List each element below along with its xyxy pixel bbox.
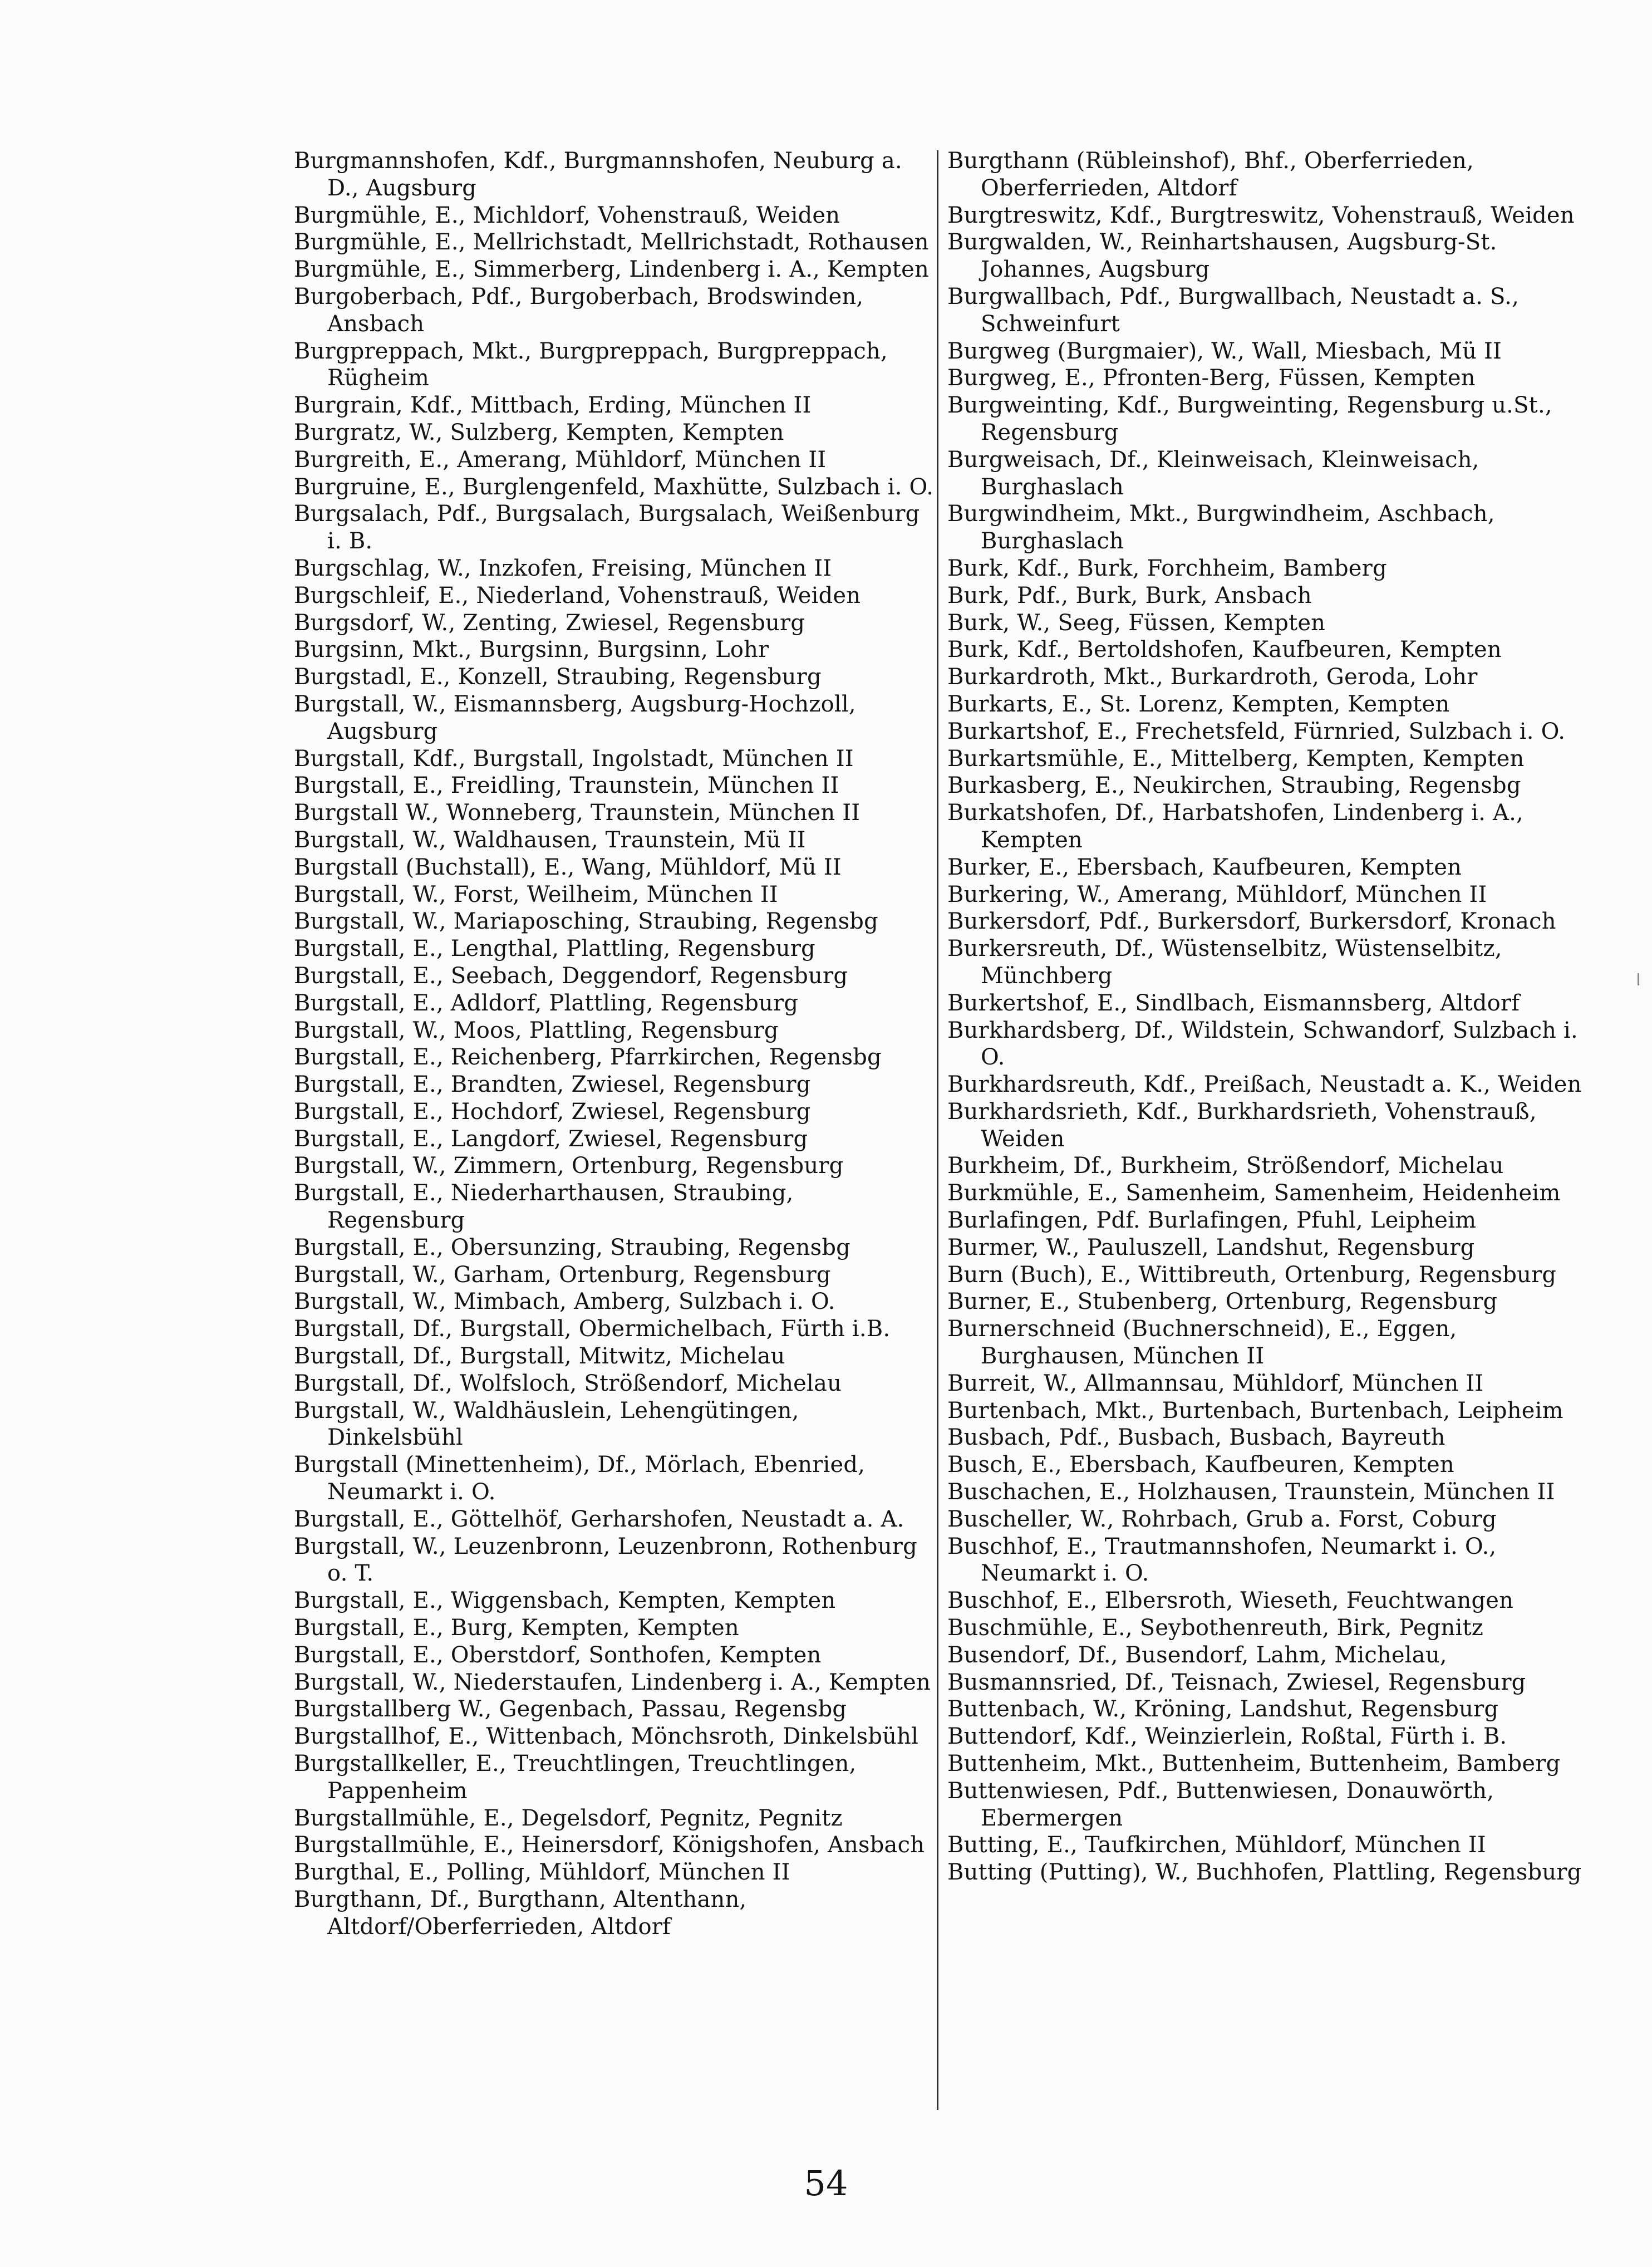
gazetteer-entry: Burgstall, E., Burg, Kempten, Kempten (294, 1615, 739, 1641)
gazetteer-entry: Burkhardsberg, Df., Wildstein, Schwandorf, Sulzbach i. O. (947, 1017, 1578, 1071)
gazetteer-entry: Burgsdorf, W., Zenting, Zwiesel, Regensburg (294, 610, 805, 636)
gazetteer-entry: Burgstall, W., Eismannsberg, Augsburg-Hochzoll, Augsburg (294, 691, 856, 744)
gazetteer-entry: Burkasberg, E., Neukirchen, Straubing, Regensbg (947, 773, 1521, 799)
gazetteer-entry: Burgsalach, Pdf., Burgsalach, Burgsalach, Weißenburg i. B. (294, 501, 920, 555)
gazetteer-entry: Burgstallkeller, E., Treuchtlingen, Treuchtlingen, Pappenheim (294, 1751, 857, 1804)
gazetteer-entry: Burk, W., Seeg, Füssen, Kempten (947, 610, 1326, 636)
gazetteer-entry: Burgwindheim, Mkt., Burgwindheim, Aschbach, Burghaslach (947, 501, 1495, 555)
gazetteer-entry: Burkersdorf, Pdf., Burkersdorf, Burkersdorf, Kronach (947, 909, 1556, 935)
gazetteer-entry: Burgstall, E., Obersunzing, Straubing, Regensbg (294, 1234, 850, 1260)
gazetteer-entry: Buttendorf, Kdf., Weinzierlein, Roßtal, Fürth i. B. (947, 1724, 1507, 1750)
gazetteer-entry: Burkertshof, E., Sindlbach, Eismannsberg, Altdorf (947, 990, 1520, 1016)
gazetteer-entry: Burkhardsrieth, Kdf., Burkhardsrieth, Vohenstrauß, Weiden (947, 1098, 1537, 1152)
gazetteer-entry: Burgmühle, E., Michldorf, Vohenstrauß, Weiden (294, 202, 840, 228)
gazetteer-entry: Burgstallmühle, E., Degelsdorf, Pegnitz, Pegnitz (294, 1805, 843, 1831)
column-divider (937, 150, 938, 2110)
gazetteer-entry: Burk, Kdf., Burk, Forchheim, Bamberg (947, 555, 1387, 581)
gazetteer-entry: Burmer, W., Pauluszell, Landshut, Regensburg (947, 1234, 1475, 1260)
gazetteer-entry: Burgoberbach, Pdf., Burgoberbach, Brodswinden, Ansbach (294, 283, 864, 337)
gazetteer-entry: Burkhardsreuth, Kdf., Preißach, Neustadt a. K., Weiden (947, 1072, 1582, 1098)
gazetteer-entry: Burgstallhof, E., Wittenbach, Mönchsroth, Dinkelsbühl (294, 1724, 919, 1750)
gazetteer-entry: Burgstall, W., Forst, Weilheim, München II (294, 881, 778, 907)
gazetteer-entry: Burgstall (Buchstall), E., Wang, Mühldorf, Mü II (294, 854, 842, 880)
gazetteer-entry: Burgstall, E., Langdorf, Zwiesel, Regensburg (294, 1126, 808, 1152)
gazetteer-entry: Burgsinn, Mkt., Burgsinn, Burgsinn, Lohr (294, 637, 769, 663)
gazetteer-entry: Burgstallmühle, E., Heinersdorf, Königshofen, Ansbach (294, 1832, 925, 1858)
gazetteer-entry: Busmannsried, Df., Teisnach, Zwiesel, Regensburg (947, 1669, 1526, 1695)
gazetteer-entry: Burgstall, W., Mariaposching, Straubing, Regensbg (294, 909, 878, 935)
gazetteer-entry: Burgthann (Rübleinshof), Bhf., Oberferrieden, Oberferrieden, Altdorf (947, 148, 1474, 201)
gazetteer-entry: Burlafingen, Pdf. Burlafingen, Pfuhl, Leipheim (947, 1208, 1477, 1234)
gazetteer-entry: Burgstall, E., Lengthal, Plattling, Regensburg (294, 936, 815, 962)
gazetteer-entry: Burgstall, Df., Burgstall, Mitwitz, Michelau (294, 1343, 785, 1370)
gazetteer-entry: Burgschleif, E., Niederland, Vohenstrauß, Weiden (294, 582, 861, 609)
gazetteer-entry: Burgweg (Burgmaier), W., Wall, Miesbach, Mü II (947, 338, 1502, 364)
gazetteer-entry: Buschhof, E., Elbersroth, Wieseth, Feuchtwangen (947, 1588, 1514, 1614)
gazetteer-entry: Burgstall, W., Leuzenbronn, Leuzenbronn, Rothenburg o. T. (294, 1533, 917, 1587)
gazetteer-entry: Burgtreswitz, Kdf., Burgtreswitz, Vohenstrauß, Weiden (947, 202, 1575, 228)
gazetteer-entry: Buschachen, E., Holzhausen, Traunstein, München II (947, 1479, 1555, 1505)
gazetteer-entry: Burgstall, Kdf., Burgstall, Ingolstadt, München II (294, 745, 854, 772)
gazetteer-entry: Burker, E., Ebersbach, Kaufbeuren, Kempten (947, 854, 1462, 880)
gazetteer-entry: Burkersreuth, Df., Wüstenselbitz, Wüstenselbitz, Münchberg (947, 936, 1502, 989)
gazetteer-entry: Burgstall, E., Brandten, Zwiesel, Regensburg (294, 1072, 811, 1098)
gazetteer-entry: Burgmannshofen, Kdf., Burgmannshofen, Neuburg a. D., Augsburg (294, 148, 902, 201)
gazetteer-entry: Butting, E., Taufkirchen, Mühldorf, München II (947, 1832, 1486, 1858)
gazetteer-entry: Burgstall, E., Freidling, Traunstein, München II (294, 773, 839, 799)
gazetteer-entry: Burkardroth, Mkt., Burkardroth, Geroda, Lohr (947, 664, 1478, 690)
gazetteer-entry: Burgstall, W., Niederstaufen, Lindenberg i. A., Kempten (294, 1669, 931, 1695)
gazetteer-entry: Burgstall, Df., Wolfsloch, Strößendorf, Michelau (294, 1370, 842, 1396)
gazetteer-entry: Burgwalden, W., Reinhartshausen, Augsburg-St. Johannes, Augsburg (947, 229, 1497, 283)
gazetteer-entry: Buschhof, E., Trautmannshofen, Neumarkt i. O., Neumarkt i. O. (947, 1533, 1497, 1587)
gazetteer-entry: Burgweinting, Kdf., Burgweinting, Regensburg u.St., Regensburg (947, 392, 1552, 445)
left-column (294, 148, 934, 1941)
gazetteer-entry: Buttenheim, Mkt., Buttenheim, Buttenheim, Bamberg (947, 1751, 1561, 1777)
gazetteer-entry: Buscheller, W., Rohrbach, Grub a. Forst, Coburg (947, 1506, 1497, 1532)
gazetteer-entry: Burkatshofen, Df., Harbatshofen, Lindenberg i. A., Kempten (947, 800, 1523, 853)
gazetteer-entry: Burgstall W., Wonneberg, Traunstein, München II (294, 800, 861, 826)
gazetteer-entry: Burgwallbach, Pdf., Burgwallbach, Neustadt a. S., Schweinfurt (947, 283, 1520, 337)
gazetteer-entry: Burgstallberg W., Gegenbach, Passau, Regensbg (294, 1696, 847, 1723)
gazetteer-entry: Burgstall, E., Reichenberg, Pfarrkirchen, Regensbg (294, 1044, 882, 1071)
gazetteer-entry: Burreit, W., Allmannsau, Mühldorf, München II (947, 1370, 1484, 1396)
gazetteer-entry: Burgstall, E., Niederharthausen, Straubing, Regensburg (294, 1180, 794, 1234)
gazetteer-entry: Burgstall, W., Zimmern, Ortenburg, Regensburg (294, 1153, 844, 1179)
gazetteer-entry: Burgpreppach, Mkt., Burgpreppach, Burgpreppach, Rügheim (294, 338, 888, 391)
gazetteer-entry: Burgruine, E., Burglengenfeld, Maxhütte, Sulzbach i. O. (294, 474, 934, 500)
gazetteer-entry: Busch, E., Ebersbach, Kaufbeuren, Kempten (947, 1452, 1454, 1478)
gazetteer-entry: Burkarts, E., St. Lorenz, Kempten, Kempten (947, 691, 1450, 717)
gazetteer-entry: Burgmühle, E., Mellrichstadt, Mellrichstadt, Rothausen (294, 229, 929, 256)
gazetteer-entry: Busbach, Pdf., Busbach, Busbach, Bayreuth (947, 1425, 1446, 1451)
gazetteer-entry: Burk, Kdf., Bertoldshofen, Kaufbeuren, Kempten (947, 637, 1502, 663)
gazetteer-entry: Burgschlag, W., Inzkofen, Freising, München II (294, 555, 832, 581)
gazetteer-entry: Burkartsmühle, E., Mittelberg, Kempten, Kempten (947, 745, 1525, 772)
gazetteer-entry: Burgmühle, E., Simmerberg, Lindenberg i. A., Kempten (294, 257, 929, 283)
gazetteer-entry: Burgstall, W., Moos, Plattling, Regensburg (294, 1017, 779, 1043)
gazetteer-entry: Burgstall, W., Mimbach, Amberg, Sulzbach i. O. (294, 1289, 835, 1315)
gazetteer-entry: Burgthal, E., Polling, Mühldorf, München II (294, 1859, 790, 1886)
gazetteer-entry: Burkartshof, E., Frechetsfeld, Fürnried, Sulzbach i. O. (947, 718, 1566, 744)
gazetteer-entry: Burkheim, Df., Burkheim, Strößendorf, Michelau (947, 1153, 1504, 1179)
gazetteer-entry: Buschmühle, E., Seybothenreuth, Birk, Pegnitz (947, 1615, 1484, 1641)
gazetteer-entry: Burnerschneid (Buchnerschneid), E., Eggen, Burghausen, München II (947, 1316, 1457, 1370)
gazetteer-entry: Busendorf, Df., Busendorf, Lahm, Michelau, (947, 1642, 1447, 1668)
gazetteer-entry: Burgthann, Df., Burgthann, Altenthann, Altdorf/Oberferrieden, Altdorf (294, 1887, 747, 1940)
gazetteer-entry: Burgrain, Kdf., Mittbach, Erding, München II (294, 392, 812, 419)
gazetteer-entry: Burtenbach, Mkt., Burtenbach, Burtenbach, Leipheim (947, 1397, 1564, 1424)
gazetteer-entry: Burkering, W., Amerang, Mühldorf, München II (947, 881, 1487, 907)
gazetteer-entry: Burk, Pdf., Burk, Burk, Ansbach (947, 582, 1312, 609)
gazetteer-entry: Burner, E., Stubenberg, Ortenburg, Regensburg (947, 1289, 1498, 1315)
gazetteer-entry: Burgratz, W., Sulzberg, Kempten, Kempten (294, 419, 784, 445)
page-number: 54 (804, 2163, 848, 2204)
gazetteer-entry: Burgstall, E., Oberstdorf, Sonthofen, Kempten (294, 1642, 822, 1668)
gazetteer-entry: Burgstall, W., Waldhausen, Traunstein, Mü II (294, 827, 806, 853)
gazetteer-entry: Burgstall, E., Hochdorf, Zwiesel, Regensburg (294, 1098, 811, 1125)
gazetteer-entry: Burgstall, W., Garham, Ortenburg, Regensburg (294, 1262, 831, 1288)
gazetteer-entry: Burgstall, E., Adldorf, Plattling, Regensburg (294, 990, 799, 1016)
margin-mark (1638, 973, 1639, 985)
gazetteer-entry: Burgweg, E., Pfronten-Berg, Füssen, Kempten (947, 365, 1476, 391)
gazetteer-entry: Burgstall, E., Seebach, Deggendorf, Regensburg (294, 963, 848, 989)
gazetteer-entry: Burkmühle, E., Samenheim, Samenheim, Heidenheim (947, 1180, 1561, 1206)
gazetteer-entry: Burgstall, Df., Burgstall, Obermichelbach, Fürth i.B. (294, 1316, 891, 1342)
gazetteer-entry: Burgstall, W., Waldhäuslein, Lehengütingen, Dinkelsbühl (294, 1397, 799, 1451)
gazetteer-entry: Burgstall, E., Wiggensbach, Kempten, Kempten (294, 1588, 836, 1614)
gazetteer-entry: Burn (Buch), E., Wittibreuth, Ortenburg, Regensburg (947, 1262, 1557, 1288)
right-column (947, 148, 1587, 1886)
gazetteer-entry: Burgstall (Minettenheim), Df., Mörlach, Ebenried, Neumarkt i. O. (294, 1452, 866, 1505)
gazetteer-entry: Burgstadl, E., Konzell, Straubing, Regensburg (294, 664, 822, 690)
gazetteer-entry: Buttenbach, W., Kröning, Landshut, Regensburg (947, 1696, 1499, 1723)
gazetteer-entry: Burgstall, E., Göttelhöf, Gerharshofen, Neustadt a. A. (294, 1506, 904, 1532)
gazetteer-entry: Buttenwiesen, Pdf., Buttenwiesen, Donauwörth, Ebermergen (947, 1778, 1494, 1831)
gazetteer-entry: Butting (Putting), W., Buchhofen, Plattling, Regensburg (947, 1859, 1582, 1886)
gazetteer-entry: Burgweisach, Df., Kleinweisach, Kleinweisach, Burghaslach (947, 446, 1479, 500)
gazetteer-entry: Burgreith, E., Amerang, Mühldorf, München II (294, 446, 827, 473)
